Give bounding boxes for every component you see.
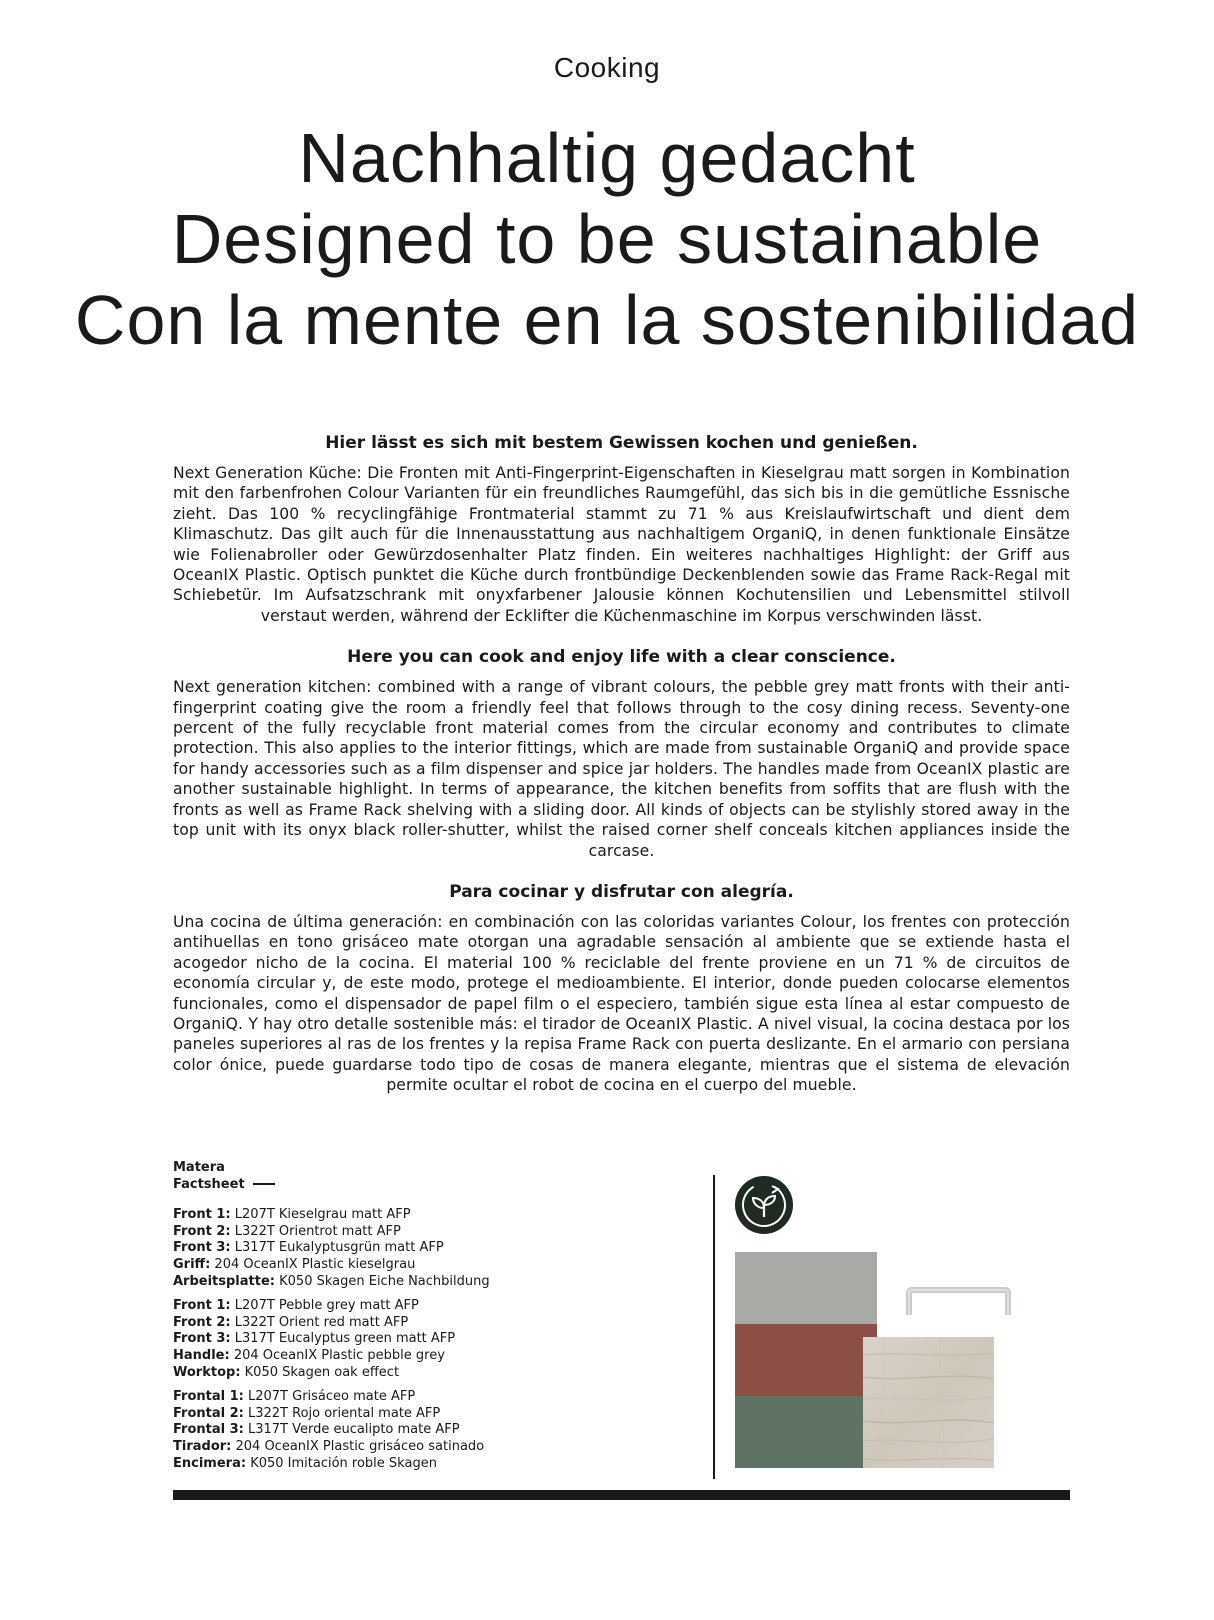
factsheet-label: Factsheet <box>173 1176 245 1192</box>
factsheet <box>173 1160 693 1472</box>
title-en: Designed to be sustainable <box>171 200 1043 278</box>
factsheet-line: Frontal 2: L322T Rojo oriental mate AFP <box>173 1405 441 1421</box>
factsheet-line: Front 3: L317T Eukalyptusgrün matt AFP <box>173 1240 444 1256</box>
section-en <box>173 646 1070 861</box>
section-es <box>173 881 1070 1096</box>
factsheet-line: Arbeitsplatte: K050 Skagen Eiche Nachbildung <box>173 1273 490 1289</box>
page-title <box>0 118 1214 361</box>
factsheet-line: Griff: 204 OceanIX Plastic kieselgrau <box>173 1256 416 1272</box>
handle-icon <box>905 1287 1012 1317</box>
factsheet-line: Frontal 3: L317T Verde eucalipto mate AFP <box>173 1422 460 1438</box>
section-heading: Here you can cook and enjoy life with a clear conscience. <box>347 647 896 668</box>
factsheet-group-de <box>173 1207 693 1290</box>
section-kicker: Cooking <box>553 52 661 83</box>
factsheet-model-name: Matera <box>173 1160 225 1175</box>
swatch-eucalyptus-green <box>735 1396 877 1468</box>
factsheet-line: Front 3: L317T Eucalyptus green matt AFP <box>173 1331 456 1347</box>
vertical-divider <box>713 1175 715 1479</box>
bottom-rule <box>173 1490 1070 1500</box>
section-heading: Para cocinar y disfrutar con alegría. <box>449 881 794 902</box>
factsheet-line: Handle: 204 OceanIX Plastic pebble grey <box>173 1347 445 1363</box>
factsheet-line: Front 1: L207T Kieselgrau matt AFP <box>173 1207 411 1223</box>
factsheet-line: Front 2: L322T Orient red matt AFP <box>173 1314 409 1330</box>
factsheet-group-en <box>173 1298 693 1381</box>
factsheet-line: Encimera: K050 Imitación roble Skagen <box>173 1455 437 1471</box>
factsheet-line: Front 1: L207T Pebble grey matt AFP <box>173 1298 419 1314</box>
section-paragraph: Next generation kitchen: combined with a range of vibrant colours, the pebble grey matt fronts with their anti-fingerprint coating give the room a friendly feel that follows through to the cosy dining recess. Seventy-one percent of the fully recyclable front material comes from the circular economy and contributes to climate protection. This also applies to the interior fittings, which are made from sustainable OrganiQ and provide space for handy accessories such as a film dispenser and spice jar holders. The handles made from OceanIX plastic are another sustainable highlight. In terms of appearance, the kitchen benefits from soffits that are flush with the fronts as well as Frame Rack shelving with a sliding door. All kinds of objects can be stylishly stored away in the top unit with its onyx black roller-shutter, whilst the raised corner shelf conceals kitchen appliances inside the carcase. <box>173 678 1070 860</box>
recycle-seedling-icon <box>734 1175 794 1235</box>
factsheet-line: Worktop: K050 Skagen oak effect <box>173 1364 400 1380</box>
factsheet-group-es <box>173 1389 693 1472</box>
body-text-column <box>173 432 1070 1116</box>
factsheet-label-row <box>173 1177 693 1194</box>
section-paragraph: Next Generation Küche: Die Fronten mit Anti-Fingerprint-Eigenschaften in Kieselgrau matt sorgen in Kombination mit den farbenfrohen Colour Varianten für ein freundliches Raumgefühl, das sich bis in die gemütliche Essnische zieht. Das 100 % recyclingfähige Frontmaterial stammt zu 71 % aus Kreislaufwirtschaft und dient dem Klimaschutz. Das gilt auch für die Innenausstattung aus nachhaltigem OrganiQ, in denen funktionale Einsätze wie Folienabroller oder Gewürzdosenhalter Platz finden. Ein weiteres nachhaltiges Highlight: der Griff aus OceanIX Plastic. Optisch punktet die Küche durch frontbündige Deckenblenden sowie das Frame Rack-Regal mit Schiebetür. Im Aufsatzschrank mit onyxfarbener Jalousie können Kochutensilien und Lebensmittel stilvoll verstaut werden, während der Ecklifter die Küchenmaschine im Korpus verschwinden lässt. <box>173 464 1070 625</box>
factsheet-dash <box>253 1183 275 1185</box>
factsheet-line: Frontal 1: L207T Grisáceo mate AFP <box>173 1389 416 1405</box>
factsheet-line: Tirador: 204 OceanIX Plastic grisáceo satinado <box>173 1438 485 1454</box>
swatch-orient-red <box>735 1324 877 1396</box>
section-de <box>173 432 1070 626</box>
swatch-skagen-oak <box>863 1337 994 1468</box>
section-heading: Hier lässt es sich mit bestem Gewissen kochen und genießen. <box>325 433 918 453</box>
swatch-pebble-grey <box>735 1252 877 1324</box>
title-de: Nachhaltig gedacht <box>298 119 916 197</box>
section-paragraph: Una cocina de última generación: en combinación con las coloridas variantes Colour, los frentes con protección antihuellas en tono grisáceo mate otorgan una agradable sensación al ambiente que se extiende hasta el acogedor nicho de la cocina. El material 100 % reciclable del frente proviene en un 71 % de circuitos de economía circular y, de este modo, protege el medioambiente. El interior, donde pueden colocarse elementos funcionales, como el dispensador de papel film o el especiero, también sigue esta línea al estar compuesto de OrganiQ. Y hay otro detalle sostenible más: el tirador de OceanIX Plastic. A nivel visual, la cocina destaca por los paneles superiores al ras de los frentes y la repisa Frame Rack con puerta deslizante. En el armario con persiana color ónice, puede guardarse todo tipo de cosas de manera elegante, mientras que el sistema de elevación permite ocultar el robot de cocina en el cuerpo del mueble. <box>173 912 1070 1095</box>
title-es: Con la mente en la sostenibilidad <box>74 281 1140 359</box>
factsheet-line: Front 2: L322T Orientrot matt AFP <box>173 1223 401 1239</box>
